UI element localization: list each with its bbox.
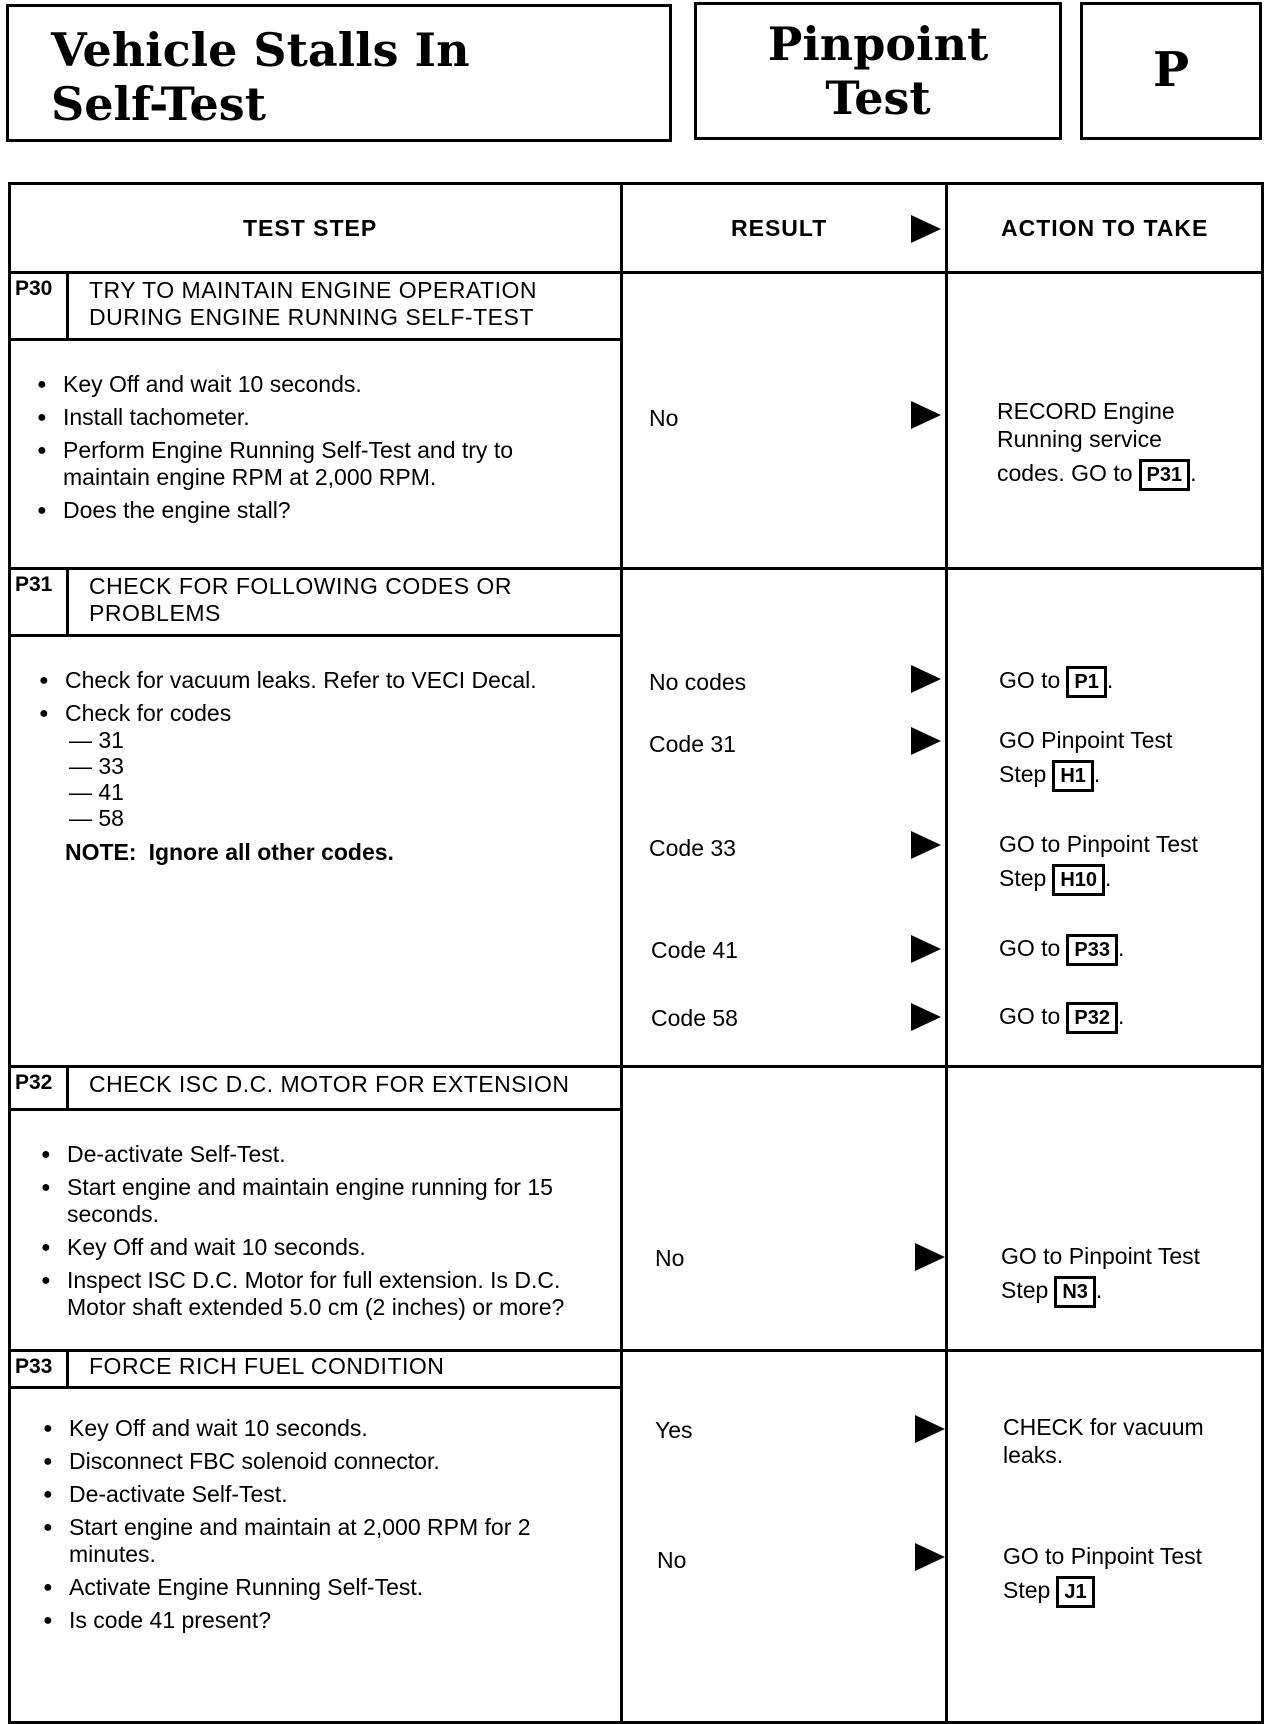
test-letter-box	[1080, 2, 1262, 140]
action-p31-code31: GO Pinpoint Test Step H1 .	[999, 723, 1172, 792]
page-title-line1: Vehicle Stalls In	[51, 23, 470, 77]
test-type-line1: Pinpoint	[767, 17, 989, 71]
list-item: ● De-activate Self-Test.	[41, 1141, 611, 1168]
code-item: — 41	[69, 779, 124, 805]
arrow-icon	[911, 665, 941, 693]
column-header-result: RESULT	[731, 215, 828, 241]
list-item: ● Disconnect FBC solenoid connector.	[43, 1448, 613, 1475]
list-item: ● Start engine and maintain engine running for 15 seconds.	[41, 1174, 611, 1228]
step-ref-n3: N3	[1054, 1276, 1096, 1308]
list-item: ● Is code 41 present?	[43, 1607, 613, 1634]
step-ref-p32: P32	[1066, 1002, 1118, 1034]
arrow-icon	[911, 727, 941, 755]
action-p31-code33: GO to Pinpoint Test Step H10 .	[999, 827, 1198, 896]
list-item: ● De-activate Self-Test.	[43, 1481, 613, 1508]
action-p30-no: RECORD Engine Running service codes. GO to P31 .	[997, 397, 1247, 491]
list-item: ● Install tachometer.	[37, 404, 597, 431]
step-ref-j1: J1	[1056, 1576, 1094, 1608]
result-p33-yes: Yes	[655, 1417, 693, 1443]
result-p31-no-codes: No codes	[649, 669, 747, 695]
code-item: — 31	[69, 727, 124, 753]
list-item: ● Start engine and maintain at 2,000 RPM for 2 minutes.	[43, 1514, 613, 1568]
result-p31-code58: Code 58	[651, 1005, 738, 1031]
column-header-action: ACTION TO TAKE	[1001, 215, 1209, 241]
arrow-icon	[911, 1003, 941, 1031]
list-item: ● Key Off and wait 10 seconds.	[37, 371, 597, 398]
step-instructions-p32	[41, 1141, 611, 1327]
step-header-p30	[11, 271, 623, 341]
arrow-icon	[915, 1415, 945, 1443]
step-code: P33	[11, 1349, 69, 1386]
step-title: FORCE RICH FUEL CONDITION	[89, 1353, 445, 1379]
test-type-box	[694, 2, 1062, 140]
column-header-test-step: TEST STEP	[243, 215, 378, 241]
step-code: P31	[11, 567, 69, 634]
list-item: ● Key Off and wait 10 seconds.	[43, 1415, 613, 1442]
step-ref-p31: P31	[1139, 459, 1191, 491]
list-item: ● Key Off and wait 10 seconds.	[41, 1234, 611, 1261]
step-header-p33	[11, 1349, 623, 1389]
action-p31-no-codes: GO to P1 .	[999, 663, 1113, 698]
result-p33-no: No	[657, 1547, 687, 1573]
result-p31-code31: Code 31	[649, 731, 736, 757]
code-item: — 58	[69, 805, 124, 831]
result-p30-no: No	[649, 405, 679, 431]
action-p31-code58: GO to P32 .	[999, 999, 1124, 1034]
step-title: CHECK ISC D.C. MOTOR FOR EXTENSION	[89, 1071, 570, 1097]
step-ref-p33: P33	[1066, 934, 1118, 966]
list-item: ● Does the engine stall?	[37, 497, 597, 524]
step-code: P30	[11, 271, 69, 338]
step-header-p32	[11, 1065, 623, 1111]
list-item: ● Check for vacuum leaks. Refer to VECI Decal.	[39, 667, 609, 694]
arrow-icon	[911, 831, 941, 859]
pinpoint-table	[8, 182, 1264, 1724]
test-letter: P	[1152, 42, 1190, 98]
page-title-line2: Self-Test	[51, 77, 266, 131]
arrow-icon	[915, 1543, 945, 1571]
list-item: ● Inspect ISC D.C. Motor for full extension. Is D.C. Motor shaft extended 5.0 cm (2 inches) or more?	[41, 1267, 611, 1321]
action-p32-no: GO to Pinpoint Test Step N3 .	[1001, 1239, 1200, 1308]
step-instructions-p33	[43, 1415, 613, 1640]
action-p33-yes: CHECK for vacuum leaks.	[1003, 1414, 1204, 1468]
arrow-icon	[915, 1243, 945, 1271]
note: NOTE: Ignore all other codes.	[65, 839, 394, 865]
step-ref-h10: H10	[1052, 864, 1105, 896]
step-instructions-p31	[39, 667, 609, 872]
action-p33-no: GO to Pinpoint Test Step J1	[1003, 1539, 1202, 1608]
step-instructions-p30	[37, 371, 597, 530]
step-code: P32	[11, 1065, 69, 1108]
test-type-line2: Test	[825, 71, 931, 125]
list-item: ● Perform Engine Running Self-Test and try to maintain engine RPM at 2,000 RPM.	[37, 437, 597, 491]
action-p31-code41: GO to P33 .	[999, 931, 1124, 966]
column-divider-2	[945, 185, 948, 1721]
column-divider-1	[620, 185, 623, 1721]
step-ref-h1: H1	[1052, 760, 1094, 792]
arrow-icon	[911, 935, 941, 963]
result-p31-code41: Code 41	[651, 937, 738, 963]
result-arrow-icon	[911, 215, 941, 243]
step-title: CHECK FOR FOLLOWING CODES OR PROBLEMS	[89, 573, 512, 626]
step-title: TRY TO MAINTAIN ENGINE OPERATION DURING ENGINE RUNNING SELF-TEST	[89, 277, 537, 330]
step-header-p31	[11, 567, 623, 637]
title-box	[6, 4, 672, 142]
code-item: — 33	[69, 753, 124, 779]
list-item: ● Check for codes — 31 — 33 — 41 — 58 NOTE: Ignore all other codes.	[39, 700, 609, 866]
step-ref-p1: P1	[1066, 666, 1106, 698]
list-item: ● Activate Engine Running Self-Test.	[43, 1574, 613, 1601]
arrow-icon	[911, 401, 941, 429]
result-p32-no: No	[655, 1245, 685, 1271]
result-p31-code33: Code 33	[649, 835, 736, 861]
